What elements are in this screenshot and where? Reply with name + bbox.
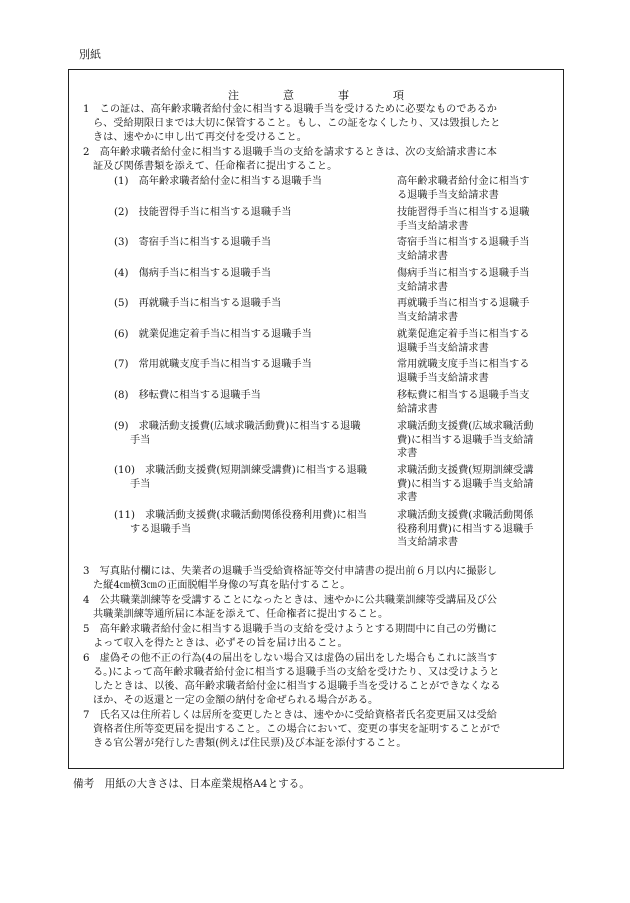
item-7-form: 常用就職支度手当に相当する 退職手当支給請求書	[397, 359, 530, 384]
item-1-name: (1) 高年齢求職者給付金に相当する退職手当	[114, 176, 322, 187]
item-11-name: (11) 求職活動支援費(求職活動関係役務利用費)に相当 する退職手当	[114, 510, 367, 535]
item-6-name: (6) 就業促進定着手当に相当する退職手当	[114, 329, 312, 340]
paragraph-7-line-3: きる官公署が発行した書類(例えば住民票)及び本証を添付すること。	[93, 738, 407, 749]
paragraph-3-line-1: 3 写真貼付欄には、失業者の退職手当受給資格証等交付申請書の提出前６月以内に撮影し	[83, 566, 497, 577]
item-10-form: 求職活動支援費(短期訓練受講 費)に相当する退職手当支給請 求書	[397, 465, 534, 504]
item-4-form: 傷病手当に相当する退職手当 支給請求書	[397, 268, 530, 293]
paragraph-5-line-2: よって収入を得たときは、必ずその旨を届け出ること。	[93, 638, 348, 649]
notice-frame	[68, 69, 564, 769]
paragraph-6-line-1: 6 虚偽その他不正の行為(4の届出をしない場合又は虚偽の届出をした場合もこれに該当す	[83, 653, 498, 664]
paragraph-6-line-2: る。)によって高年齢求職者給付金に相当する退職手当の支給を受けたり、又は受けようと	[93, 667, 500, 678]
item-7-name: (7) 常用就職支度手当に相当する退職手当	[114, 359, 312, 370]
item-1-form: 高年齢求職者給付金に相当す る退職手当支給請求書	[397, 176, 530, 201]
item-5-name: (5) 再就職手当に相当する退職手当	[114, 298, 282, 309]
item-8-name: (8) 移転費に相当する退職手当	[114, 390, 261, 401]
paragraph-5-line-1: 5 高年齢求職者給付金に相当する退職手当の支給を受けようとする期間中に自己の労働に	[83, 624, 497, 635]
item-4-name: (4) 傷病手当に相当する退職手当	[114, 268, 272, 279]
paragraph-6-line-3: したときは、以後、高年齢求職者給付金に相当する退職手当を受けることができなくなる	[93, 681, 501, 692]
paragraph-1-line-2: ら、受給期限日までは大切に保管すること。もし、この証をなくしたり、又は毀損したと	[93, 118, 501, 129]
paragraph-7-line-1: 7 氏名又は住所若しくは居所を変更したときは、速やかに受給資格者氏名変更届又は受給	[83, 710, 497, 721]
item-11-form: 求職活動支援費(求職活動関係 役務利用費)に相当する退職手 当支給請求書	[397, 510, 534, 549]
paragraph-1-line-1: 1 この証は、高年齢求職者給付金に相当する退職手当を受けるために必要なものであるか	[83, 104, 497, 115]
paragraph-2-line-2: 証及び関係書類を添えて、任命権者に提出すること。	[93, 161, 338, 172]
paragraph-1-line-3: きは、速やかに申し出て再交付を受けること。	[93, 132, 307, 143]
paragraph-4-line-2: 共職業訓練等通所届に本証を添えて、任命権者に提出すること。	[93, 609, 389, 620]
item-9-form: 求職活動支援費(広域求職活動 費)に相当する退職手当支給請 求書	[397, 421, 534, 460]
item-2-name: (2) 技能習得手当に相当する退職手当	[114, 207, 292, 218]
paragraph-6-line-4: ほか、その返還と一定の金額の納付を命ぜられる場合がある。	[93, 695, 379, 706]
item-6-form: 就業促進定着手当に相当する 退職手当支給請求書	[397, 329, 530, 354]
paragraph-2-line-1: 2 高年齢求職者給付金に相当する退職手当の支給を請求するときは、次の支給請求書に本	[83, 147, 497, 158]
item-5-form: 再就職手当に相当する退職手 当支給請求書	[397, 298, 530, 323]
item-3-form: 寄宿手当に相当する退職手当 支給請求書	[397, 237, 530, 262]
item-8-form: 移転費に相当する退職手当支 給請求書	[397, 390, 530, 415]
remarks-footer: 備考 用紙の大きさは、日本産業規格A4とする。	[73, 778, 310, 790]
paragraph-4-line-1: 4 公共職業訓練等を受講することになったときは、速やかに公共職業訓練等受講届及び公	[83, 595, 497, 606]
attachment-label: 別紙	[79, 48, 101, 61]
item-10-name: (10) 求職活動支援費(短期訓練受講費)に相当する退職 手当	[114, 465, 367, 490]
item-2-form: 技能習得手当に相当する退職 手当支給請求書	[397, 207, 530, 232]
item-3-name: (3) 寄宿手当に相当する退職手当	[114, 237, 272, 248]
notice-title: 注意事項	[228, 89, 448, 102]
item-9-name: (9) 求職活動支援費(広域求職活動費)に相当する退職 手当	[114, 421, 361, 446]
paragraph-3-line-2: た縦4㎝横3㎝の正面脱帽半身像の写真を貼付すること。	[93, 580, 351, 591]
paragraph-7-line-2: 資格者住所等変更届を提出すること。この場合において、変更の事実を証明することがで	[93, 724, 501, 735]
